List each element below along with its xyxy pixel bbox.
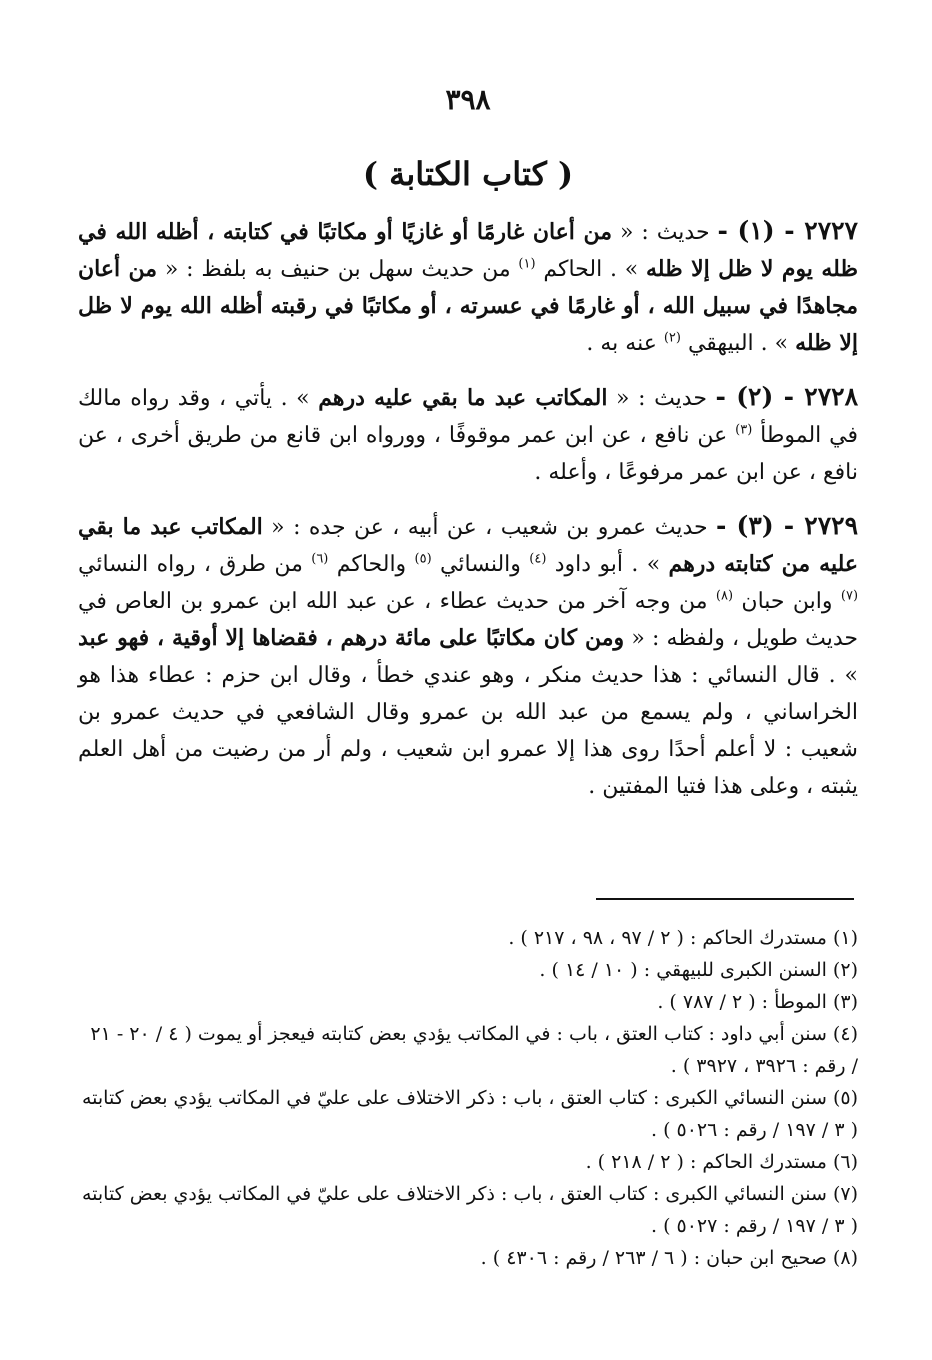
footnote-ref: (٨)	[715, 588, 734, 604]
entry-text: والنسائي	[431, 552, 530, 577]
footnote-6: (٦) مستدرك الحاكم : ( ٢ / ٢١٨ ) .	[585, 1151, 858, 1173]
footnote-ref: (١)	[518, 256, 536, 272]
footnote-ref: (٧)	[840, 588, 859, 604]
hadith-quote: من أعان غارمًا أو غازيًا أو مكاتبًا في كتابته ، أظله الله في ظله يوم لا ظل إلا ظله	[78, 219, 858, 282]
entry-text: » . يأتي ، وقد رواه مالك في الموطأ	[78, 386, 859, 448]
footnote-8: (٨) صحيح ابن حبان : ( ٦ / ٢٦٣ / رقم : ٤٣٠٦ ) .	[480, 1247, 858, 1269]
entry-text: من وجه آخر من حديث عطاء ، عن عبد الله ابن عمرو بن العاص في حديث طويل ، ولفظه : «	[78, 589, 859, 651]
entry-text: حديث : «	[612, 220, 718, 245]
footnotes-list	[78, 922, 858, 1274]
entry-text: من حديث سهل بن حنيف به بلفظ : «	[157, 257, 519, 282]
hadith-quote: من أعان مجاهدًا في سبيل الله ، أو غارمًا في عسرته ، أو مكاتبًا في رقبته أظله الله يوم لا ظل إلا ظله	[78, 256, 858, 356]
hadith-quote: ومن كان مكاتبًا على مائة درهم ، فقضاها إلا أوقية ، فهو عبد	[78, 625, 625, 651]
entry-number: ٢٧٢٩ - (٣) -	[716, 511, 858, 540]
footnote-3: (٣) الموطأ : ( ٢ / ٧٨٧ ) .	[657, 991, 858, 1013]
page-number: ٣٩٨	[445, 83, 491, 116]
footnote-ref: (٦)	[311, 551, 329, 567]
footnote-7: (٧) سنن النسائي الكبرى : كتاب العتق ، باب : ذكر الاختلاف على عليّ في المكاتب يؤدي بعض كتابته ( ٣ / ١٩٧ / رقم : ٥٠٢٧ ) .	[81, 1183, 858, 1237]
entry-text: عن نافع ، عن ابن عمر موقوفًا ، وورواه ابن قانع من طريق أخرى ، عن نافع ، عن ابن عمر مرفوعًا ، وأعله .	[78, 423, 858, 485]
entry-text: والحاكم	[328, 552, 415, 577]
entry-text: » . الحاكم	[535, 257, 647, 282]
entry-text: حديث : «	[607, 386, 716, 411]
footnote-ref: (٣)	[735, 422, 753, 438]
entry-text: من طرق ، رواه النسائي	[78, 552, 312, 577]
footnote-4: (٤) سنن أبي داود : كتاب العتق ، باب : في المكاتب يؤدي بعض كتابته فيعجز أو يموت ( ٤ / ٢٠ - ٢١ / رقم : ٣٩٢٦ ، ٣٩٢٧ ) .	[90, 1023, 858, 1077]
footnote-ref: (٥)	[414, 551, 432, 567]
hadith-quote: المكاتب عبد ما بقي عليه درهم	[318, 385, 608, 411]
entry-text: » . البيهقي	[680, 331, 796, 356]
footnote-1: (١) مستدرك الحاكم : ( ٢ / ٩٧ ، ٩٨ ، ٢١٧ ) .	[508, 927, 858, 949]
entry-number: ٢٧٢٨ - (٢) -	[715, 382, 858, 411]
entry-text: » . قال النسائي : هذا حديث منكر ، وهو عندي خطأ ، وقال ابن حزم : عطاء هذا هو الخراساني ، ولم يسمع من عبد الله بن عمرو وقال الشافعي في حديث عمرو بن شعيب : لا أعلم أحدًا روى هذا إلا عمرو ابن شعيب ، ولم أر من رضيت من أهل العلم يثبته ، وعلى هذا فتيا المفتين .	[78, 663, 858, 799]
entry-number: ٢٧٢٧ - (١) -	[717, 216, 858, 245]
footnote-ref: (٤)	[529, 551, 547, 567]
entry-text: حديث عمرو بن شعيب ، عن أبيه ، عن جده : «	[262, 515, 717, 540]
footnote-divider	[596, 898, 854, 900]
entry-text: وابن حبان	[733, 589, 841, 614]
hadith-entry-2729	[78, 507, 858, 805]
footnote-5: (٥) سنن النسائي الكبرى : كتاب العتق ، باب : ذكر الاختلاف على عليّ في المكاتب يؤدي بعض كتابته ( ٣ / ١٩٧ / رقم : ٥٠٢٦ ) .	[81, 1087, 858, 1141]
page-body	[78, 80, 858, 821]
hadith-entry-2727	[78, 212, 858, 362]
footnote-2: (٢) السنن الكبرى للبيهقي : ( ١٠ / ١٤ ) .	[539, 959, 858, 981]
section-title: ( كتاب الكتابة )	[362, 155, 574, 193]
footnote-ref: (٢)	[663, 330, 681, 346]
entry-text: » . أبو داود	[546, 552, 669, 577]
entry-text: عنه به .	[586, 331, 664, 356]
hadith-quote: المكاتب عبد ما بقي عليه من كتابته درهم	[78, 514, 859, 577]
hadith-entry-2728	[78, 378, 858, 491]
